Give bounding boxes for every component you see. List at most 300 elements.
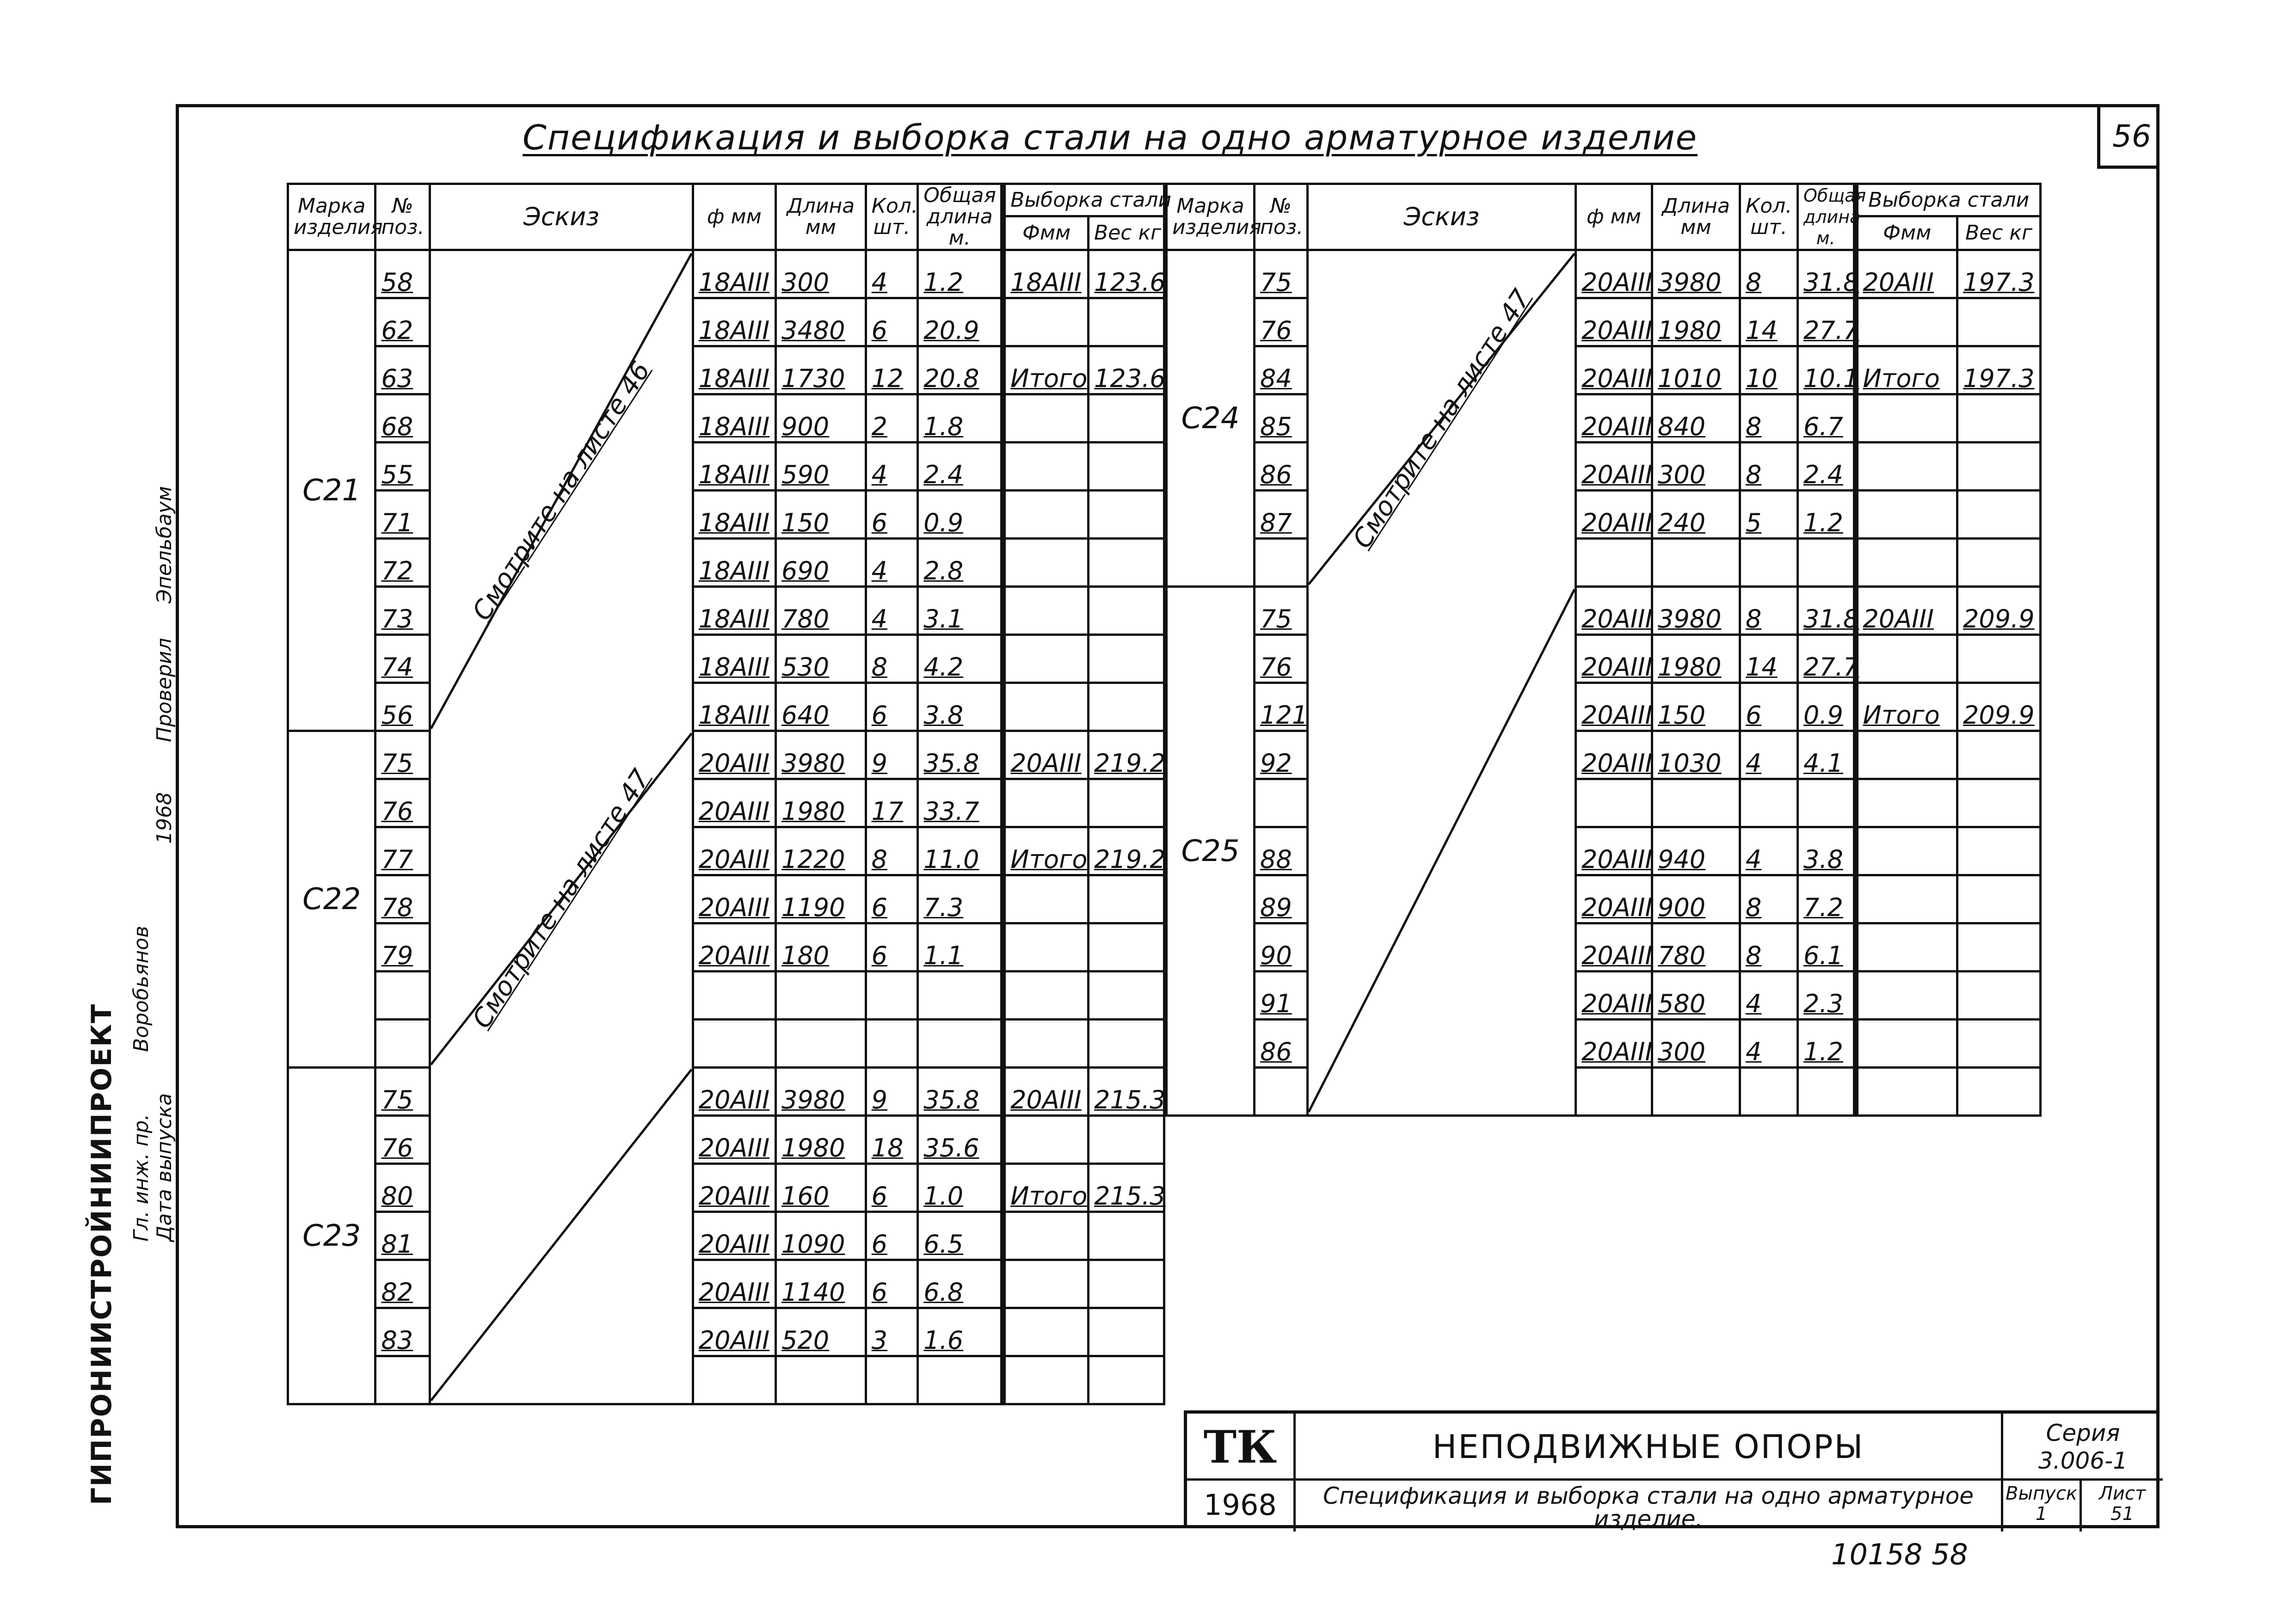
bar-diameter: 20АIII <box>1576 1020 1652 1068</box>
position-number <box>1255 779 1308 827</box>
position-number: 82 <box>375 1260 430 1308</box>
position-number: 76 <box>375 1116 430 1164</box>
selection-diameter <box>1003 635 1088 683</box>
total-length: 31.8 <box>1798 250 1856 298</box>
bar-diameter: 18АIII <box>693 539 775 587</box>
total-length: 20.8 <box>918 346 1003 394</box>
header-sketch: Эскиз <box>1308 184 1576 250</box>
selection-diameter: 20АIII <box>1003 1068 1088 1116</box>
selection-diameter: Итого <box>1003 1164 1088 1212</box>
position-number: 75 <box>1255 587 1308 635</box>
sketch-cell <box>430 250 693 1404</box>
bar-diameter: 20АIII <box>693 1308 775 1356</box>
total-length: 1.1 <box>918 923 1003 972</box>
header-qty: Кол. шт. <box>1740 184 1798 250</box>
bar-quantity <box>1740 1068 1798 1116</box>
table-row <box>1167 1020 2041 1068</box>
bar-diameter: 18АIII <box>693 443 775 491</box>
table-row <box>288 875 1164 923</box>
item-mark: С25 <box>1167 587 1255 1116</box>
bar-length: 150 <box>1652 683 1740 731</box>
total-length: 35.8 <box>918 1068 1003 1116</box>
sidebar-role-1: Гл. инж. пр. <box>129 1113 153 1242</box>
position-number <box>1255 1068 1308 1116</box>
header-pos: № поз. <box>1255 184 1308 250</box>
bar-length: 180 <box>776 923 866 972</box>
selection-diameter <box>1003 298 1088 346</box>
table-row <box>1167 587 2041 635</box>
position-number: 79 <box>375 923 430 972</box>
selection-weight <box>1089 394 1164 443</box>
selection-diameter <box>1003 443 1088 491</box>
table-row <box>288 683 1164 731</box>
bar-quantity: 10 <box>1740 346 1798 394</box>
selection-diameter: Итого <box>1856 346 1957 394</box>
series-cell <box>2001 1414 2163 1481</box>
bar-length <box>1652 539 1740 587</box>
selection-diameter <box>1856 731 1957 779</box>
selection-weight: 209.9 <box>1957 587 2041 635</box>
item-mark: С24 <box>1167 250 1255 587</box>
sketch-reference-note: Смотрите на листе 47 <box>1347 284 1537 554</box>
total-length <box>1798 779 1856 827</box>
bar-quantity: 4 <box>1740 972 1798 1020</box>
selection-weight: 197.3 <box>1957 346 2041 394</box>
bar-quantity: 8 <box>1740 587 1798 635</box>
table-row <box>288 1068 1164 1116</box>
selection-weight <box>1089 491 1164 539</box>
bar-quantity <box>866 1356 918 1404</box>
table-row <box>288 972 1164 1020</box>
selection-weight <box>1089 1116 1164 1164</box>
bar-diameter <box>693 1356 775 1404</box>
bar-length <box>776 1020 866 1068</box>
bar-quantity: 8 <box>1740 394 1798 443</box>
selection-weight <box>1089 443 1164 491</box>
bar-quantity: 4 <box>1740 731 1798 779</box>
sketch-diagonal-line <box>1309 589 1575 1112</box>
selection-weight <box>1089 1260 1164 1308</box>
table-row <box>1167 394 2041 443</box>
bar-length: 840 <box>1652 394 1740 443</box>
bar-quantity: 9 <box>866 731 918 779</box>
table-row <box>1167 635 2041 683</box>
position-number: 92 <box>1255 731 1308 779</box>
selection-weight <box>1089 635 1164 683</box>
position-number: 68 <box>375 394 430 443</box>
table-row <box>1167 346 2041 394</box>
bar-diameter: 18АIII <box>693 346 775 394</box>
selection-diameter <box>1003 539 1088 587</box>
selection-diameter <box>1856 298 1957 346</box>
selection-diameter <box>1003 1116 1088 1164</box>
bar-diameter: 20АIII <box>693 827 775 875</box>
header-phi: ф мм <box>1576 184 1652 250</box>
total-length: 1.8 <box>918 394 1003 443</box>
selection-weight <box>1957 827 2041 875</box>
selection-diameter <box>1856 1020 1957 1068</box>
selection-weight: 215.3 <box>1089 1164 1164 1212</box>
total-length: 7.3 <box>918 875 1003 923</box>
selection-weight <box>1089 1020 1164 1068</box>
sidebar-role-2: Дата выпуска <box>153 1093 176 1242</box>
total-length: 27.7 <box>1798 298 1856 346</box>
position-number: 56 <box>375 683 430 731</box>
total-length: 1.0 <box>918 1164 1003 1212</box>
bar-length <box>1652 779 1740 827</box>
selection-diameter: Итого <box>1856 683 1957 731</box>
bar-quantity: 8 <box>1740 875 1798 923</box>
bar-quantity: 6 <box>866 875 918 923</box>
table-row <box>1167 250 2041 298</box>
table-row <box>1167 298 2041 346</box>
total-length: 1.2 <box>918 250 1003 298</box>
table-row <box>288 779 1164 827</box>
position-number: 83 <box>375 1308 430 1356</box>
bar-diameter: 18АIII <box>693 683 775 731</box>
spec-table-left <box>287 183 1172 1405</box>
selection-weight: 123.6 <box>1089 250 1164 298</box>
selection-weight <box>1089 779 1164 827</box>
selection-diameter <box>1003 972 1088 1020</box>
position-number: 86 <box>1255 443 1308 491</box>
bar-quantity: 9 <box>866 1068 918 1116</box>
position-number: 121 <box>1255 683 1308 731</box>
total-length: 6.8 <box>918 1260 1003 1308</box>
selection-weight <box>1957 731 2041 779</box>
total-length: 6.7 <box>1798 394 1856 443</box>
bar-length: 780 <box>1652 923 1740 972</box>
bar-diameter: 20АIII <box>1576 250 1652 298</box>
table-row <box>288 1164 1164 1212</box>
bar-diameter: 20АIII <box>1576 875 1652 923</box>
table-row <box>288 1260 1164 1308</box>
title-block <box>1184 1410 2160 1532</box>
selection-diameter <box>1856 491 1957 539</box>
bar-length: 150 <box>776 491 866 539</box>
bar-diameter: 20АIII <box>1576 491 1652 539</box>
sidebar-name-1: Воробьянов <box>129 925 153 1052</box>
selection-weight <box>1957 394 2041 443</box>
spec-table-right <box>1165 183 2042 1117</box>
bar-length: 1220 <box>776 827 866 875</box>
sheet-value: 51 <box>2110 1503 2134 1525</box>
sketch-reference-note: Смотрите на листе 47 <box>466 764 657 1034</box>
bar-length: 580 <box>1652 972 1740 1020</box>
total-length: 4.2 <box>918 635 1003 683</box>
position-number: 80 <box>375 1164 430 1212</box>
position-number: 71 <box>375 491 430 539</box>
series-value: 3.006-1 <box>2038 1447 2128 1474</box>
total-length: 2.4 <box>918 443 1003 491</box>
sketch-cell <box>1308 250 1576 1116</box>
selection-weight: 219.2 <box>1089 827 1164 875</box>
selection-weight <box>1957 539 2041 587</box>
bar-quantity <box>1740 779 1798 827</box>
total-length: 0.9 <box>918 491 1003 539</box>
header-sel-weight: Вес кг <box>1089 216 1164 250</box>
bar-length: 1090 <box>776 1212 866 1260</box>
total-length: 2.4 <box>1798 443 1856 491</box>
total-length: 33.7 <box>918 779 1003 827</box>
bar-quantity: 4 <box>866 587 918 635</box>
selection-diameter <box>1003 923 1088 972</box>
position-number: 84 <box>1255 346 1308 394</box>
issue-cell <box>2001 1481 2082 1532</box>
total-length: 27.7 <box>1798 635 1856 683</box>
selection-diameter <box>1003 779 1088 827</box>
table-row <box>1167 923 2041 972</box>
total-length <box>918 1356 1003 1404</box>
bar-length: 1190 <box>776 875 866 923</box>
position-number: 76 <box>1255 298 1308 346</box>
bar-diameter: 20АIII <box>1576 923 1652 972</box>
organization-logo: ТК <box>1187 1414 1296 1481</box>
bar-quantity: 4 <box>866 539 918 587</box>
selection-diameter <box>1856 539 1957 587</box>
sketch-reference-note: Смотрите на листе 46 <box>466 356 657 626</box>
table-row <box>1167 779 2041 827</box>
total-length: 35.6 <box>918 1116 1003 1164</box>
bar-length: 3980 <box>1652 587 1740 635</box>
bar-length: 1730 <box>776 346 866 394</box>
selection-weight <box>1957 972 2041 1020</box>
bar-length: 1140 <box>776 1260 866 1308</box>
total-length: 3.8 <box>1798 827 1856 875</box>
table-row <box>288 298 1164 346</box>
sheet-label: Лист <box>2098 1483 2146 1504</box>
bar-quantity: 6 <box>866 1212 918 1260</box>
selection-weight <box>1957 1068 2041 1116</box>
header-sel-weight: Вес кг <box>1957 216 2041 250</box>
bar-diameter: 20АIII <box>693 1068 775 1116</box>
header-total-length: Общая длина м. <box>918 184 1003 250</box>
bar-length: 300 <box>1652 1020 1740 1068</box>
sidebar-name-3: Эпельбаум <box>153 486 176 603</box>
sidebar-role-3: Проверил <box>153 638 176 742</box>
total-length: 4.1 <box>1798 731 1856 779</box>
bar-quantity: 6 <box>866 923 918 972</box>
item-mark: С21 <box>288 250 375 731</box>
table-row <box>1167 972 2041 1020</box>
selection-diameter <box>1003 1020 1088 1068</box>
selection-diameter: 20АIII <box>1003 731 1088 779</box>
position-number: 88 <box>1255 827 1308 875</box>
organization-name: ГИПРОНИИСТРОЙНИИПРОЕКТ <box>86 1003 118 1505</box>
bar-diameter <box>1576 779 1652 827</box>
total-length <box>1798 539 1856 587</box>
table-row <box>288 1212 1164 1260</box>
selection-weight <box>1957 635 2041 683</box>
total-length: 2.3 <box>1798 972 1856 1020</box>
bar-diameter: 20АIII <box>693 1164 775 1212</box>
position-number: 81 <box>375 1212 430 1260</box>
bar-diameter <box>693 972 775 1020</box>
table-row <box>1167 491 2041 539</box>
table-row <box>288 250 1164 298</box>
selection-diameter <box>1003 875 1088 923</box>
selection-weight <box>1089 587 1164 635</box>
table-row <box>288 827 1164 875</box>
header-phi: ф мм <box>693 184 775 250</box>
bar-quantity: 3 <box>866 1308 918 1356</box>
selection-weight <box>1957 779 2041 827</box>
selection-diameter <box>1856 779 1957 827</box>
bar-quantity: 8 <box>866 635 918 683</box>
position-number: 63 <box>375 346 430 394</box>
table-row <box>288 443 1164 491</box>
bar-diameter: 20АIII <box>1576 587 1652 635</box>
position-number: 75 <box>375 731 430 779</box>
table-row <box>1167 1068 2041 1116</box>
bar-diameter: 18АIII <box>693 587 775 635</box>
total-length <box>1798 1068 1856 1116</box>
sketch-diagonals <box>431 251 691 1403</box>
position-number: 89 <box>1255 875 1308 923</box>
selection-diameter <box>1003 683 1088 731</box>
position-number: 76 <box>375 779 430 827</box>
table-row <box>288 731 1164 779</box>
bar-diameter: 18АIII <box>693 298 775 346</box>
table-row <box>288 491 1164 539</box>
bar-diameter: 20АIII <box>1576 731 1652 779</box>
bar-length: 160 <box>776 1164 866 1212</box>
selection-weight <box>1089 683 1164 731</box>
position-number: 78 <box>375 875 430 923</box>
selection-weight <box>1089 1308 1164 1356</box>
bar-diameter <box>1576 1068 1652 1116</box>
bar-diameter: 20АIII <box>1576 635 1652 683</box>
bar-length: 530 <box>776 635 866 683</box>
bar-quantity: 8 <box>1740 250 1798 298</box>
bar-quantity: 14 <box>1740 298 1798 346</box>
bar-length: 3980 <box>1652 250 1740 298</box>
selection-diameter: 18АIII <box>1003 250 1088 298</box>
bar-quantity: 17 <box>866 779 918 827</box>
selection-weight <box>1957 1020 2041 1068</box>
selection-weight: 215.3 <box>1089 1068 1164 1116</box>
bar-quantity <box>866 1020 918 1068</box>
selection-diameter <box>1856 827 1957 875</box>
bar-length: 3480 <box>776 298 866 346</box>
bar-length: 3980 <box>776 731 866 779</box>
selection-diameter: Итого <box>1003 346 1088 394</box>
bar-diameter <box>693 1020 775 1068</box>
table-row <box>1167 731 2041 779</box>
drawing-subtitle: Спецификация и выборка стали на одно арматурное изделие. <box>1323 1483 1974 1532</box>
item-mark: С22 <box>288 731 375 1068</box>
bar-length: 780 <box>776 587 866 635</box>
bar-diameter: 20АIII <box>1576 827 1652 875</box>
header-length: Длина мм <box>776 184 866 250</box>
total-length: 31.8 <box>1798 587 1856 635</box>
selection-diameter <box>1856 1068 1957 1116</box>
header-mark: Марка изделия <box>288 184 375 250</box>
bar-length: 1980 <box>776 1116 866 1164</box>
total-length: 3.8 <box>918 683 1003 731</box>
selection-weight <box>1089 972 1164 1020</box>
bar-diameter: 18АIII <box>693 635 775 683</box>
bar-quantity <box>1740 539 1798 587</box>
position-number: 74 <box>375 635 430 683</box>
selection-diameter <box>1856 875 1957 923</box>
series-label: Серия <box>2046 1420 2120 1446</box>
bar-diameter: 20АIII <box>693 1260 775 1308</box>
table-row <box>288 346 1164 394</box>
bar-length: 240 <box>1652 491 1740 539</box>
total-length: 1.2 <box>1798 1020 1856 1068</box>
selection-diameter <box>1856 443 1957 491</box>
header-selection: Выборка стали <box>1003 184 1164 216</box>
table-row <box>288 1308 1164 1356</box>
bar-diameter: 20АIII <box>693 1212 775 1260</box>
total-length <box>918 972 1003 1020</box>
selection-weight: 197.3 <box>1957 250 2041 298</box>
item-mark: С23 <box>288 1068 375 1404</box>
position-number: 75 <box>375 1068 430 1116</box>
position-number: 75 <box>1255 250 1308 298</box>
selection-diameter: 20АIII <box>1856 587 1957 635</box>
bar-length: 640 <box>776 683 866 731</box>
selection-diameter <box>1003 491 1088 539</box>
selection-diameter <box>1003 1260 1088 1308</box>
position-number <box>375 972 430 1020</box>
header-sketch: Эскиз <box>430 184 693 250</box>
bar-length: 1010 <box>1652 346 1740 394</box>
bar-length: 520 <box>776 1308 866 1356</box>
bar-length: 900 <box>1652 875 1740 923</box>
selection-weight <box>1089 1212 1164 1260</box>
bar-quantity: 5 <box>1740 491 1798 539</box>
bar-quantity: 12 <box>866 346 918 394</box>
table-row <box>288 587 1164 635</box>
selection-weight: 209.9 <box>1957 683 2041 731</box>
selection-diameter <box>1856 972 1957 1020</box>
bar-diameter: 20АIII <box>693 875 775 923</box>
drawing-title: НЕПОДВИЖНЫЕ ОПОРЫ <box>1296 1414 2001 1481</box>
total-length: 1.2 <box>1798 491 1856 539</box>
selection-diameter <box>1003 394 1088 443</box>
bar-quantity: 6 <box>866 1164 918 1212</box>
table-row <box>1167 539 2041 587</box>
bar-quantity: 8 <box>1740 443 1798 491</box>
selection-diameter <box>1003 1356 1088 1404</box>
selection-weight <box>1089 539 1164 587</box>
position-number: 87 <box>1255 491 1308 539</box>
bar-diameter: 18АIII <box>693 394 775 443</box>
selection-diameter <box>1856 394 1957 443</box>
total-length: 3.1 <box>918 587 1003 635</box>
total-length: 1.6 <box>918 1308 1003 1356</box>
bar-quantity: 6 <box>866 491 918 539</box>
header-sel-phi: Фмм <box>1003 216 1088 250</box>
header-mark: Марка изделия <box>1167 184 1255 250</box>
bar-length: 300 <box>1652 443 1740 491</box>
position-number: 55 <box>375 443 430 491</box>
selection-weight <box>1957 298 2041 346</box>
bar-diameter: 20АIII <box>1576 394 1652 443</box>
issue-label: Выпуск <box>2006 1483 2077 1504</box>
bar-length <box>1652 1068 1740 1116</box>
table-row <box>288 1116 1164 1164</box>
bar-diameter: 20АIII <box>1576 683 1652 731</box>
total-length: 11.0 <box>918 827 1003 875</box>
table-row <box>1167 875 2041 923</box>
table-row <box>1167 683 2041 731</box>
selection-weight <box>1089 1356 1164 1404</box>
bar-quantity: 18 <box>866 1116 918 1164</box>
bar-diameter <box>1576 539 1652 587</box>
